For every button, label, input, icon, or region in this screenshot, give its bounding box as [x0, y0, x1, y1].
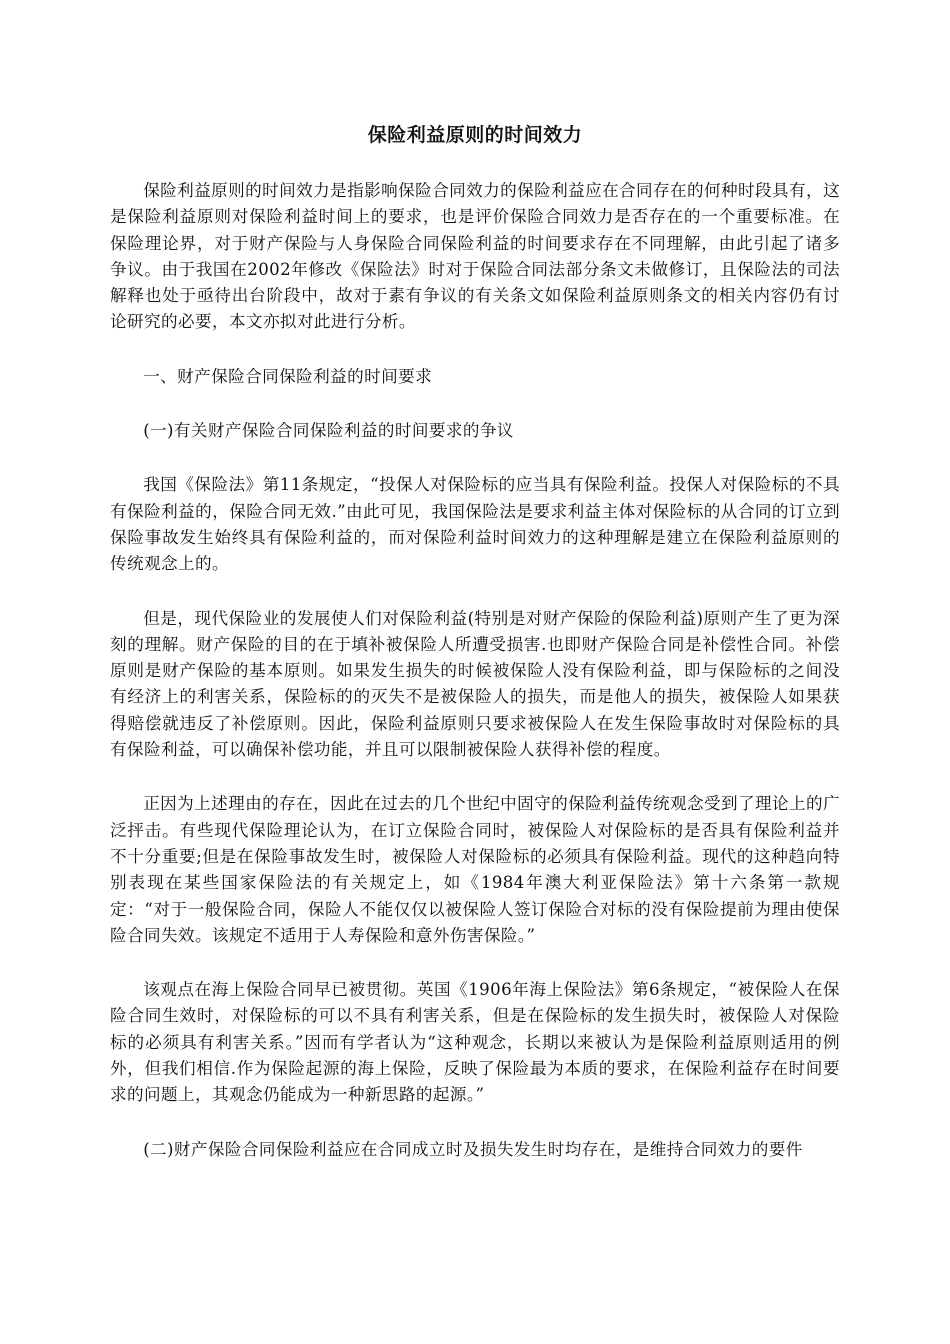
subsection-heading-1: (一)有关财产保险合同保险利益的时间要求的争议: [143, 421, 514, 441]
paragraph-marine-insurance: 该观点在海上保险合同早已被贯彻。英国《1906年海上保险法》第6条规定，“被保险人在保险合同生效时，对保险标的可以不具有利害关系，但是在保险标的发生损失时，被保险人对保险标的必须具有利害关系。”因而有学者认为“这种观念，长期以来被认为是保险利益原则适用的例外，但我们相信.作为保险起源的海上保险，反映了保险最为本质的要求，在保险利益存在时间要求的问题上，其观念仍能成为一种新思路的起源。”: [110, 980, 840, 1105]
document-body: [110, 120, 840, 1191]
section-heading-1: 一、财产保险合同保险利益的时间要求: [143, 366, 433, 386]
paragraph-intro: 保险利益原则的时间效力是指影响保险合同效力的保险利益应在合同存在的何种时段具有，这是保险利益原则对保险利益时间上的要求，也是评价保险合同效力是否存在的一个重要标准。在保险理论界，对于财产保险与人身保险合同保险利益的时间要求存在不同理解，由此引起了诸多争议。由于我国在2002年修改《保险法》时对于保险合同法部分条文未做修订，且保险法的司法解释也处于亟待出台阶段中，故对于素有争议的有关条文如保险利益原则条文的相关内容仍有讨论研究的必要，本文亦拟对此进行分析。: [110, 181, 840, 332]
paragraph-article-11: 我国《保险法》第11条规定，“投保人对保险标的应当具有保险利益。投保人对保险标的不具有保险利益的，保险合同无效.”由此可见，我国保险法是要求利益主体对保险标的从合同的订立到保险事故发生始终具有保险利益的，而对保险利益时间效力的这种理解是建立在保险利益原则的传统观念上的。: [110, 475, 840, 574]
paragraph-modern-view: 但是，现代保险业的发展使人们对保险利益(特别是对财产保险的保险利益)原则产生了更为深刻的理解。财产保险的目的在于填补被保险人所遭受损害.也即财产保险合同是补偿性合同。补偿原则是财产保险的基本原则。如果发生损失的时候被保险人没有保险利益，即与保险标的之间没有经济上的利害关系，保险标的的灭失不是被保险人的损失，而是他人的损失，被保险人如果获得赔偿就违反了补偿原则。因此，保险利益原则只要求被保险人在发生保险事故时对保险标的具有保险利益，可以确保补偿功能，并且可以限制被保险人获得补偿的程度。: [110, 608, 840, 760]
subsection-heading-2: (二)财产保险合同保险利益应在合同成立时及损失发生时均存在，是维持合同效力的要件: [143, 1139, 803, 1159]
document-title: 保险利益原则的时间效力: [367, 124, 583, 146]
paragraph-criticism: 正因为上述理由的存在，因此在过去的几个世纪中固守的保险利益传统观念受到了理论上的广泛抨击。有些现代保险理论认为，在订立保险合同时，被保险人对保险标的是否具有保险利益并不十分重要;但是在保险事故发生时，被保险人对保险标的必须具有保险利益。现代的这种趋向特别表现在某些国家保险法的有关规定上，如《1984年澳大利亚保险法》第十六条第一款规定：“对于一般保险合同，保险人不能仅仅以被保险人签订保险合对标的没有保险提前为理由使保险合同失效。该规定不适用于人寿保险和意外伤害保险。”: [110, 794, 840, 945]
